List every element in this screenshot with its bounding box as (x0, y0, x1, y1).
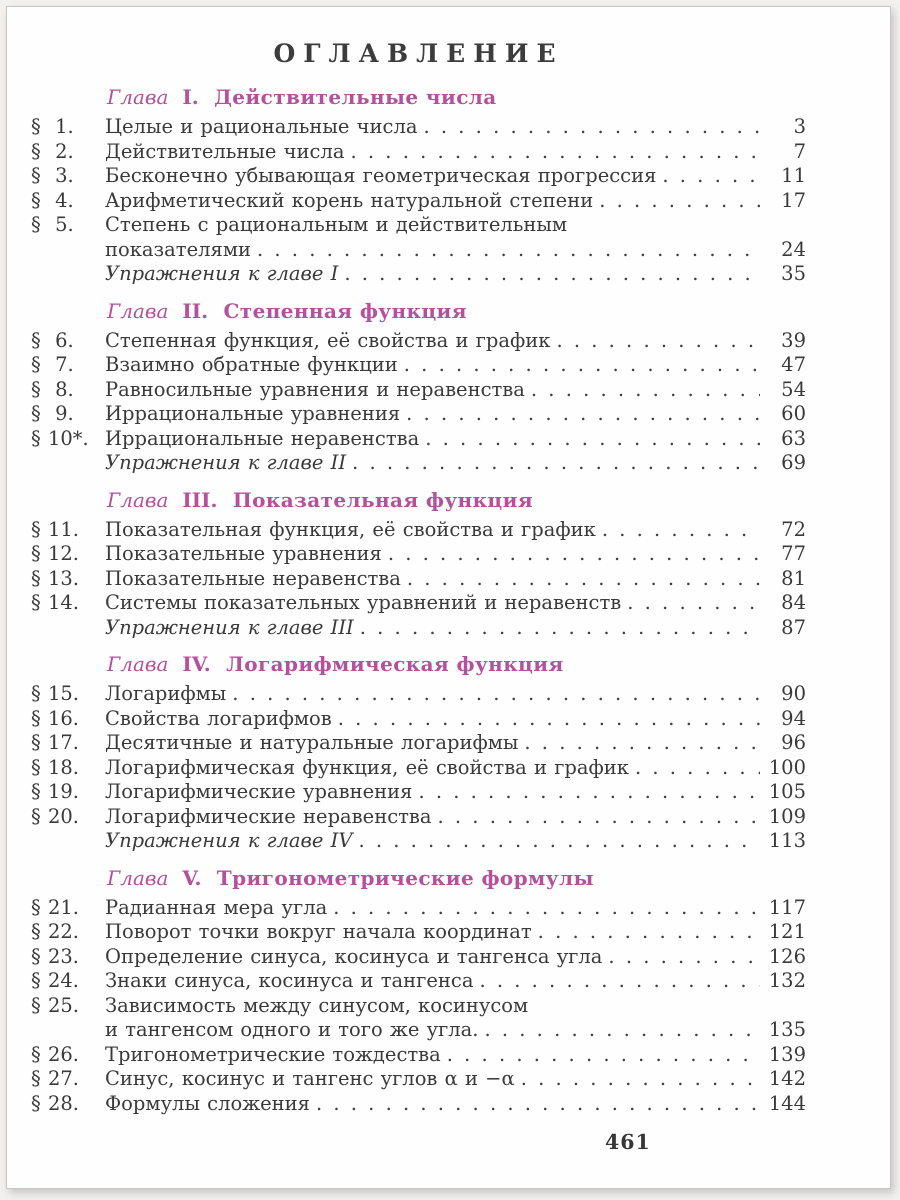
entry-page-number: 39 (781, 328, 806, 352)
toc-entry-line (31, 164, 806, 189)
entry-number: § 3. (31, 164, 74, 187)
toc-entry-line (31, 518, 806, 543)
toc-entry-line (31, 969, 806, 994)
chapter-heading (107, 298, 806, 324)
chapter-heading (107, 651, 806, 677)
entry-page-number: 7 (793, 139, 806, 163)
entry-title: и тангенсом одного и того же угла. (105, 1018, 479, 1041)
toc-entry-line (31, 189, 806, 214)
chapter-entries (31, 115, 806, 287)
dot-leader (401, 567, 760, 592)
entry-number: § 1. (31, 115, 74, 138)
entry-page-number: 24 (781, 237, 806, 261)
toc-entry-line (31, 896, 806, 921)
entry-page-number: 113 (768, 829, 806, 852)
toc-entry-line (31, 591, 806, 616)
entry-number: § 23. (31, 944, 79, 968)
toc-entry-line (31, 756, 806, 781)
toc-entry-line (31, 994, 806, 1019)
dot-leader (629, 756, 760, 781)
entry-page-number: 132 (768, 969, 806, 992)
toc-entry-line (31, 378, 806, 403)
chapter-title: Степенная функция (216, 298, 467, 323)
entry-page-number: 142 (768, 1067, 806, 1090)
entry-number: § 9. (31, 402, 74, 425)
entry-title: Взаимно обратные функции (105, 353, 398, 376)
entry-title: Синус, косинус и тангенс углов α и −α (105, 1067, 515, 1090)
entry-page-number: 3 (793, 115, 806, 138)
dot-leader (518, 731, 760, 756)
entry-title: Радианная мера угла (105, 895, 328, 919)
toc-entry-line (31, 1067, 806, 1092)
entry-page-number: 139 (768, 1042, 806, 1066)
entry-title: Логарифмическая функция, её свойства и график (105, 755, 629, 779)
chapter-heading (107, 487, 806, 513)
dot-leader (226, 682, 760, 707)
chapter-numeral: V. (175, 865, 202, 890)
chapter-title: Действительные числа (206, 85, 497, 109)
entry-page-number: 60 (781, 402, 806, 425)
chapter-section (31, 84, 806, 287)
entry-title: Степенная функция, её свойства и график (105, 328, 551, 352)
dot-leader (478, 1018, 760, 1043)
entry-title: Свойства логарифмов (105, 706, 332, 730)
dot-leader (338, 262, 760, 287)
page-title: ОГЛАВЛЕНИЕ (273, 39, 564, 68)
entry-page-number: 87 (781, 615, 806, 639)
chapter-word: Глава (107, 487, 169, 512)
entry-number: § 21. (31, 895, 79, 919)
chapter-entries (31, 329, 806, 476)
dot-leader (515, 1067, 760, 1092)
chapter-title: Логарифмическая функция (218, 652, 564, 676)
entry-page-number: 54 (781, 377, 806, 401)
toc-entry-line (31, 920, 806, 945)
folio-page-number: 461 (605, 1130, 651, 1154)
entry-number: § 14. (31, 591, 79, 614)
entry-title: Системы показательных уравнений и неравенств (105, 591, 622, 614)
entry-page-number: 96 (781, 731, 806, 754)
entry-title: Упражнения к главе I (105, 262, 339, 285)
entry-number: § 17. (31, 731, 79, 754)
entry-title: Упражнения к главе III (105, 615, 354, 639)
chapter-section (31, 487, 806, 641)
entry-number: § 6. (31, 328, 74, 352)
chapter-section (31, 298, 806, 476)
entry-number: § 26. (31, 1042, 79, 1066)
dot-leader (327, 896, 760, 921)
chapter-numeral: III. (175, 487, 218, 512)
entry-page-number: 109 (768, 804, 806, 828)
toc-list (31, 84, 806, 1116)
chapter-numeral: IV. (175, 652, 211, 676)
chapter-word: Глава (107, 652, 169, 676)
dot-leader (419, 427, 760, 452)
entry-page-number: 69 (781, 451, 806, 474)
chapter-numeral: II. (175, 298, 209, 323)
entry-number: § 19. (31, 780, 79, 803)
chapter-title: Тригонометрические формулы (209, 865, 594, 890)
entry-title: Знаки синуса, косинуса и тангенса (105, 969, 474, 992)
toc-entry-line (31, 451, 806, 476)
dot-leader (656, 164, 760, 189)
entry-page-number: 90 (781, 682, 806, 705)
entry-number: § 22. (31, 920, 79, 943)
dot-leader (602, 945, 760, 970)
toc-entry-line (31, 238, 806, 263)
entry-page-number: 84 (781, 591, 806, 614)
chapter-title: Показательная функция (225, 487, 534, 512)
entry-title: Упражнения к главе II (105, 451, 347, 474)
toc-entry-line (31, 427, 806, 452)
entry-title: Зависимость между синусом, косинусом (105, 993, 529, 1017)
entry-title: Логарифмы (105, 682, 227, 705)
chapter-heading (107, 865, 806, 891)
entry-title: Показательные уравнения (105, 542, 382, 565)
toc-entry-line (31, 262, 806, 287)
toc-entry-line (31, 115, 806, 140)
dot-leader (432, 805, 760, 830)
entry-title: Арифметический корень натуральной степени (105, 188, 594, 212)
entry-number: § 11. (31, 517, 79, 541)
toc-entry-line (31, 945, 806, 970)
entry-title: Действительные числа (105, 139, 345, 163)
book-page (6, 6, 891, 1189)
entry-title: Иррациональные неравенства (105, 426, 420, 450)
entry-title: Упражнения к главе IV (105, 829, 353, 852)
dot-leader (532, 920, 760, 945)
toc-entry-line (31, 353, 806, 378)
entry-title: Степень с рациональным и действительным (105, 213, 568, 236)
toc-entry-line (31, 542, 806, 567)
toc-entry-line (31, 1043, 806, 1068)
entry-number: § 24. (31, 969, 79, 992)
chapter-section (31, 865, 806, 1117)
dot-leader (550, 329, 760, 354)
toc-entry-line (31, 567, 806, 592)
entry-title: Логарифмические неравенства (105, 804, 432, 828)
dot-leader (251, 238, 760, 263)
dot-leader (352, 829, 760, 854)
entry-number: § 28. (31, 1091, 79, 1115)
chapter-word: Глава (107, 298, 169, 323)
entry-page-number: 77 (781, 542, 806, 565)
entry-number: § 27. (31, 1067, 79, 1090)
dot-leader (398, 353, 760, 378)
chapter-entries (31, 518, 806, 641)
dot-leader (400, 402, 760, 427)
chapter-word: Глава (107, 85, 169, 109)
entry-title: показателями (105, 237, 251, 261)
toc-entry-line (31, 707, 806, 732)
entry-title: Десятичные и натуральные логарифмы (105, 731, 519, 754)
dot-leader (412, 780, 760, 805)
entry-page-number: 100 (768, 755, 806, 779)
entry-page-number: 121 (768, 920, 806, 943)
toc-entry-line (31, 329, 806, 354)
entry-title: Поворот точки вокруг начала координат (105, 920, 532, 943)
entry-number: § 4. (31, 188, 74, 212)
entry-title: Равносильные уравнения и неравенства (105, 377, 525, 401)
chapter-word: Глава (107, 865, 169, 890)
toc-entry-line (31, 829, 806, 854)
entry-number: § 7. (31, 353, 74, 376)
entry-title: Определение синуса, косинуса и тангенса угла (105, 944, 603, 968)
entry-page-number: 81 (781, 566, 806, 590)
entry-title: Бесконечно убывающая геометрическая прогрессия (105, 164, 657, 187)
entry-title: Логарифмические уравнения (105, 780, 413, 803)
entry-page-number: 105 (768, 780, 806, 803)
dot-leader (332, 707, 760, 732)
entry-number: § 12. (31, 542, 79, 565)
entry-number: § 8. (31, 377, 74, 401)
entry-title: Показательная функция, её свойства и график (105, 517, 596, 541)
entry-title: Целые и рациональные числа (105, 115, 418, 138)
toc-entry-line (31, 780, 806, 805)
entry-page-number: 94 (781, 706, 806, 730)
chapter-section (31, 651, 806, 854)
dot-leader (596, 518, 760, 543)
chapter-numeral: I. (175, 85, 199, 109)
dot-leader (345, 140, 761, 165)
toc-entry-line (31, 402, 806, 427)
toc-entry-line (31, 1018, 806, 1043)
dot-leader (473, 969, 760, 994)
entry-page-number: 17 (781, 188, 806, 212)
toc-entry-line (31, 213, 806, 238)
dot-leader (310, 1092, 760, 1117)
toc-entry-line (31, 682, 806, 707)
dot-leader (593, 189, 760, 214)
entry-number: § 15. (31, 682, 79, 705)
dot-leader (354, 616, 760, 641)
entry-title: Иррациональные уравнения (105, 402, 401, 425)
entry-page-number: 117 (768, 895, 806, 919)
chapter-entries (31, 896, 806, 1117)
dot-leader (382, 542, 760, 567)
toc-entry-line (31, 616, 806, 641)
toc-entry-line (31, 140, 806, 165)
entry-number: § 13. (31, 566, 79, 590)
toc-content (7, 7, 890, 1154)
dot-leader (417, 115, 760, 140)
entry-title: Показательные неравенства (105, 566, 401, 590)
entry-page-number: 11 (781, 164, 806, 187)
dot-leader (621, 591, 760, 616)
entry-title: Тригонометрические тождества (105, 1042, 441, 1066)
toc-entry-line (31, 805, 806, 830)
dot-leader (441, 1043, 760, 1068)
entry-page-number: 126 (768, 944, 806, 968)
entry-page-number: 144 (768, 1091, 806, 1115)
chapter-entries (31, 682, 806, 854)
entry-page-number: 135 (768, 1018, 806, 1041)
entry-number: § 2. (31, 139, 74, 163)
entry-page-number: 63 (781, 426, 806, 450)
entry-number: § 25. (31, 993, 79, 1017)
entry-number: § 10*. (31, 426, 89, 450)
dot-leader (346, 451, 760, 476)
toc-entry-line (31, 1092, 806, 1117)
entry-number: § 5. (31, 213, 74, 236)
entry-number: § 20. (31, 804, 79, 828)
toc-entry-line (31, 731, 806, 756)
chapter-heading (107, 84, 806, 110)
entry-number: § 16. (31, 706, 79, 730)
entry-page-number: 72 (781, 517, 806, 541)
entry-page-number: 47 (781, 353, 806, 376)
entry-title: Формулы сложения (105, 1091, 310, 1115)
entry-number: § 18. (31, 755, 79, 779)
entry-page-number: 35 (781, 262, 806, 285)
dot-leader (525, 378, 760, 403)
